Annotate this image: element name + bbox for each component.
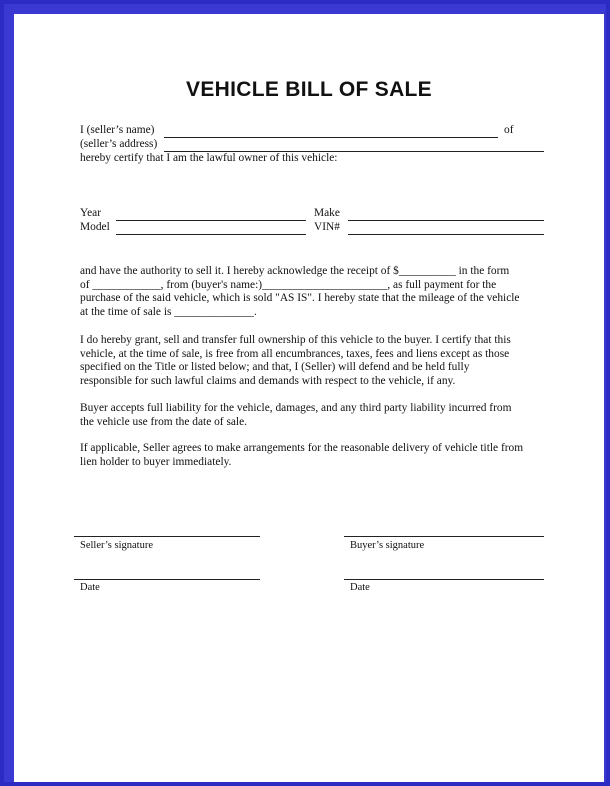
- seller-name-label: I (seller’s name): [80, 124, 155, 136]
- seller-date-line[interactable]: [74, 579, 260, 580]
- paragraph-acknowledgement: [80, 265, 550, 319]
- seller-name-field[interactable]: [164, 137, 498, 138]
- page-frame: [4, 4, 606, 782]
- paragraph-line: of ____________, from (buyer's name:)______________________, as full payment for the: [80, 278, 497, 291]
- vin-field[interactable]: [348, 234, 544, 235]
- paragraph-line: vehicle, at the time of sale, is free from all encumbrances, taxes, fees and liens except as those: [80, 347, 510, 360]
- paragraph-line: specified on the Title or listed below; and that, I (Seller) will defend and be held fully: [80, 361, 470, 374]
- paragraph-title-delivery: [80, 442, 550, 469]
- make-field[interactable]: [348, 220, 544, 221]
- paragraph-line: the vehicle use from the date of sale.: [80, 415, 247, 428]
- document-title: VEHICLE BILL OF SALE: [186, 78, 432, 101]
- vin-label: VIN#: [314, 221, 340, 233]
- document-sheet: [14, 14, 604, 782]
- paragraph-liability: [80, 402, 550, 429]
- year-label: Year: [80, 207, 101, 219]
- paragraph-line: purchase of the said vehicle, which is sold "AS IS". I hereby state that the mileage of the vehicle: [80, 292, 520, 305]
- paragraph-line: and have the authority to sell it. I hereby acknowledge the receipt of $__________ in the form: [80, 265, 510, 277]
- paragraph-line: If applicable, Seller agrees to make arrangements for the reasonable delivery of vehicle title from: [80, 442, 524, 454]
- model-label: Model: [80, 221, 110, 233]
- seller-signature-line[interactable]: [74, 536, 260, 537]
- paragraph-transfer: [80, 334, 550, 388]
- buyer-signature-label: Buyer’s signature: [350, 540, 425, 551]
- seller-signature-label: Seller’s signature: [80, 540, 153, 551]
- paragraph-line: lien holder to buyer immediately.: [80, 455, 232, 468]
- paragraph-line: at the time of sale is ______________.: [80, 305, 257, 318]
- buyer-date-line[interactable]: [344, 579, 544, 580]
- year-field[interactable]: [116, 220, 306, 221]
- of-label: of: [504, 124, 514, 136]
- seller-address-label: (seller’s address): [80, 138, 158, 150]
- buyer-signature-line[interactable]: [344, 536, 544, 537]
- make-label: Make: [314, 207, 340, 219]
- paragraph-line: responsible for such lawful claims and demands with respect to the vehicle, if any.: [80, 374, 456, 387]
- seller-date-label: Date: [80, 582, 100, 593]
- paragraph-line: I do hereby grant, sell and transfer full ownership of this vehicle to the buyer. I certify that this: [80, 334, 511, 346]
- paragraph-line: Buyer accepts full liability for the vehicle, damages, and any third party liability incurred from: [80, 402, 512, 414]
- certify-text: hereby certify that I am the lawful owner of this vehicle:: [80, 152, 338, 164]
- buyer-date-label: Date: [350, 582, 370, 593]
- model-field[interactable]: [116, 234, 306, 235]
